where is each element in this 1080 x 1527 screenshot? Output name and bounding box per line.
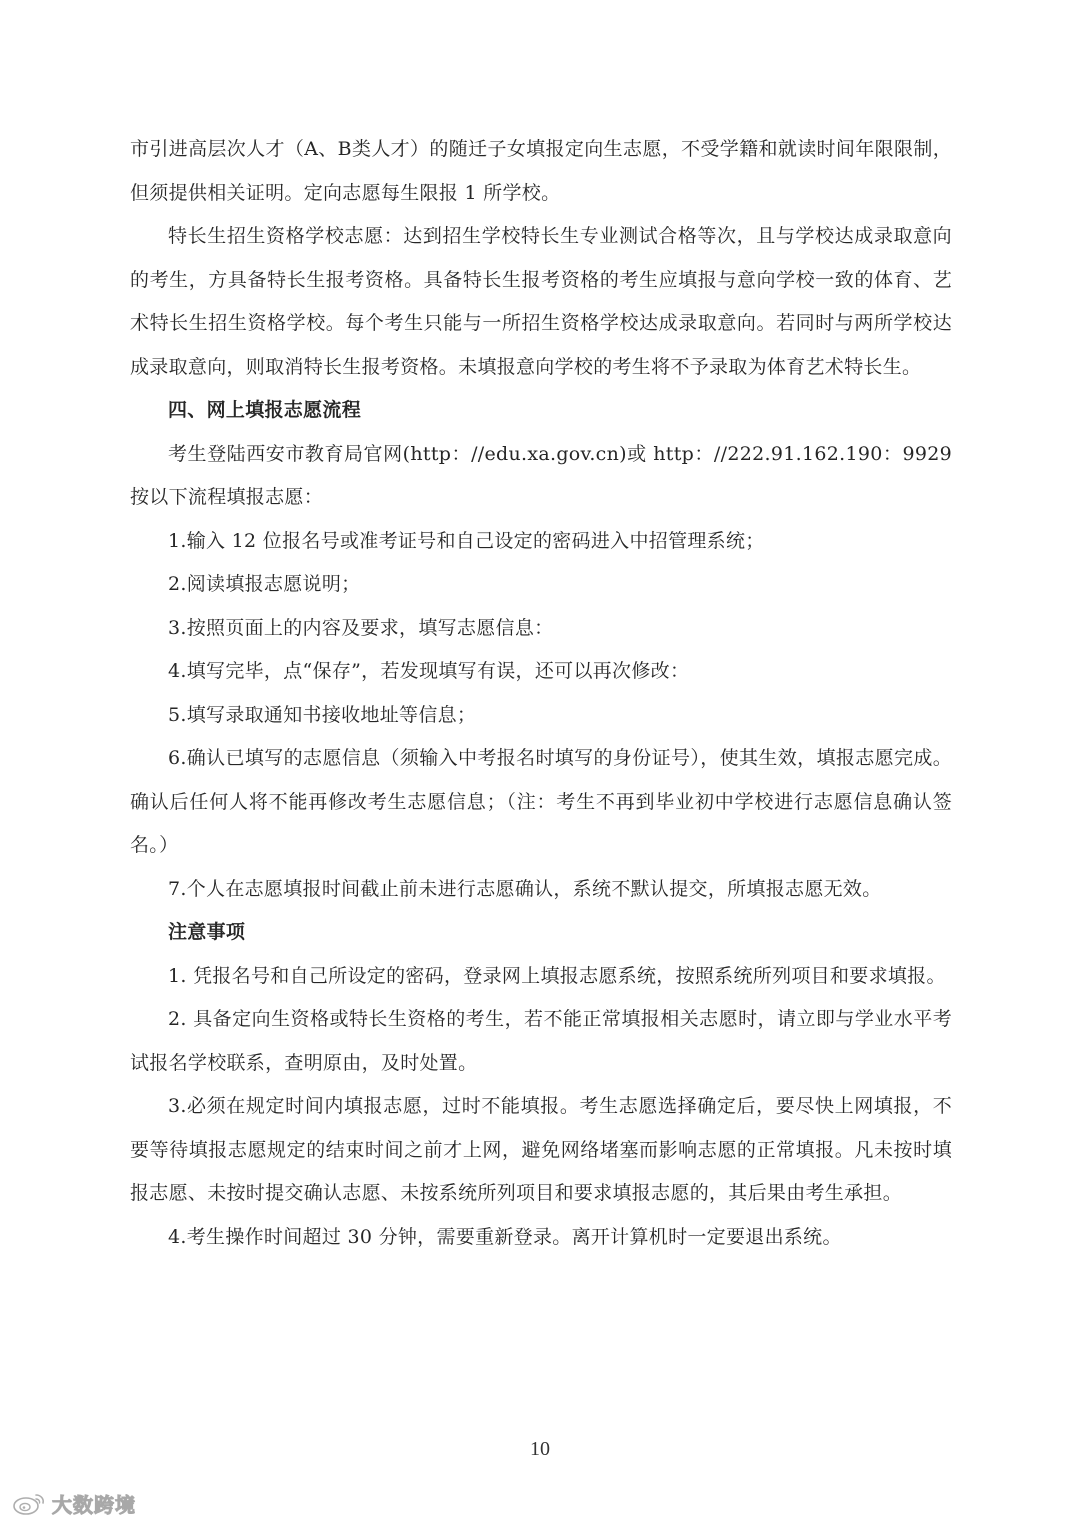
note-item-3: 3.必须在规定时间内填报志愿，过时不能填报。考生志愿选择确定后，要尽快上网填报，不要等待填报志愿规定的结束时间之前才上网，避免网络堵塞而影响志愿的正常填报。凡未按时填报志愿、未按时提交确认志愿、未按系统所列项目和要求填报志愿的，其后果由考生承担。 <box>130 1095 952 1204</box>
page-number: 10 <box>530 1438 550 1460</box>
section-heading-online-process: 四、网上填报志愿流程 <box>168 399 362 421</box>
document-body <box>130 128 952 1259</box>
step-item-3: 3.按照页面上的内容及要求，填写志愿信息： <box>168 616 554 639</box>
step-item-2: 2.阅读填报志愿说明； <box>168 573 361 595</box>
watermark <box>12 1490 136 1516</box>
step-item-6: 6.确认已填写的志愿信息（须输入中考报名时填写的身份证号），使其生效，填报志愿完成。确认后任何人将不能再修改考生志愿信息；（注：考生不再到毕业初中学校进行志愿信息确认签名。） <box>130 747 952 856</box>
paragraph-login-url: 考生登陆西安市教育局官网(http：//edu.xa.gov.cn)或 http：//222.91.162.190：9929 按以下流程填报志愿： <box>130 442 952 508</box>
section-heading-notes: 注意事项 <box>168 921 246 943</box>
step-item-7: 7.个人在志愿填报时间截止前未进行志愿确认，系统不默认提交，所填报志愿无效。 <box>168 877 882 900</box>
step-item-1: 1.输入 12 位报名号或准考证号和自己设定的密码进入中招管理系统； <box>168 529 765 552</box>
step-item-5: 5.填写录取通知书接收地址等信息； <box>168 703 477 726</box>
weibo-logo-icon <box>12 1491 46 1515</box>
step-item-4: 4.填写完毕，点“保存”，若发现填写有误，还可以再次修改： <box>168 660 690 682</box>
paragraph-continuation: 市引进高层次人才（A、B类人才）的随迁子女填报定向生志愿，不受学籍和就读时间年限限制，但须提供相关证明。定向志愿每生限报 1 所学校。 <box>130 138 952 204</box>
note-item-2: 2. 具备定向生资格或特长生资格的考生，若不能正常填报相关志愿时，请立即与学业水平考试报名学校联系，查明原由，及时处置。 <box>130 1008 952 1074</box>
watermark-text: 大数跨境 <box>52 1492 136 1517</box>
note-item-4: 4.考生操作时间超过 30 分钟，需要重新登录。离开计算机时一定要退出系统。 <box>168 1225 842 1248</box>
paragraph-specialty-student: 特长生招生资格学校志愿：达到招生学校特长生专业测试合格等次，且与学校达成录取意向的考生，方具备特长生报考资格。具备特长生报考资格的考生应填报与意向学校一致的体育、艺术特长生招生资格学校。每个考生只能与一所招生资格学校达成录取意向。若同时与两所学校达成录取意向，则取消特长生报考资格。未填报意向学校的考生将不予录取为体育艺术特长生。 <box>130 225 952 378</box>
note-item-1: 1. 凭报名号和自己所设定的密码，登录网上填报志愿系统，按照系统所列项目和要求填报。 <box>168 964 946 987</box>
